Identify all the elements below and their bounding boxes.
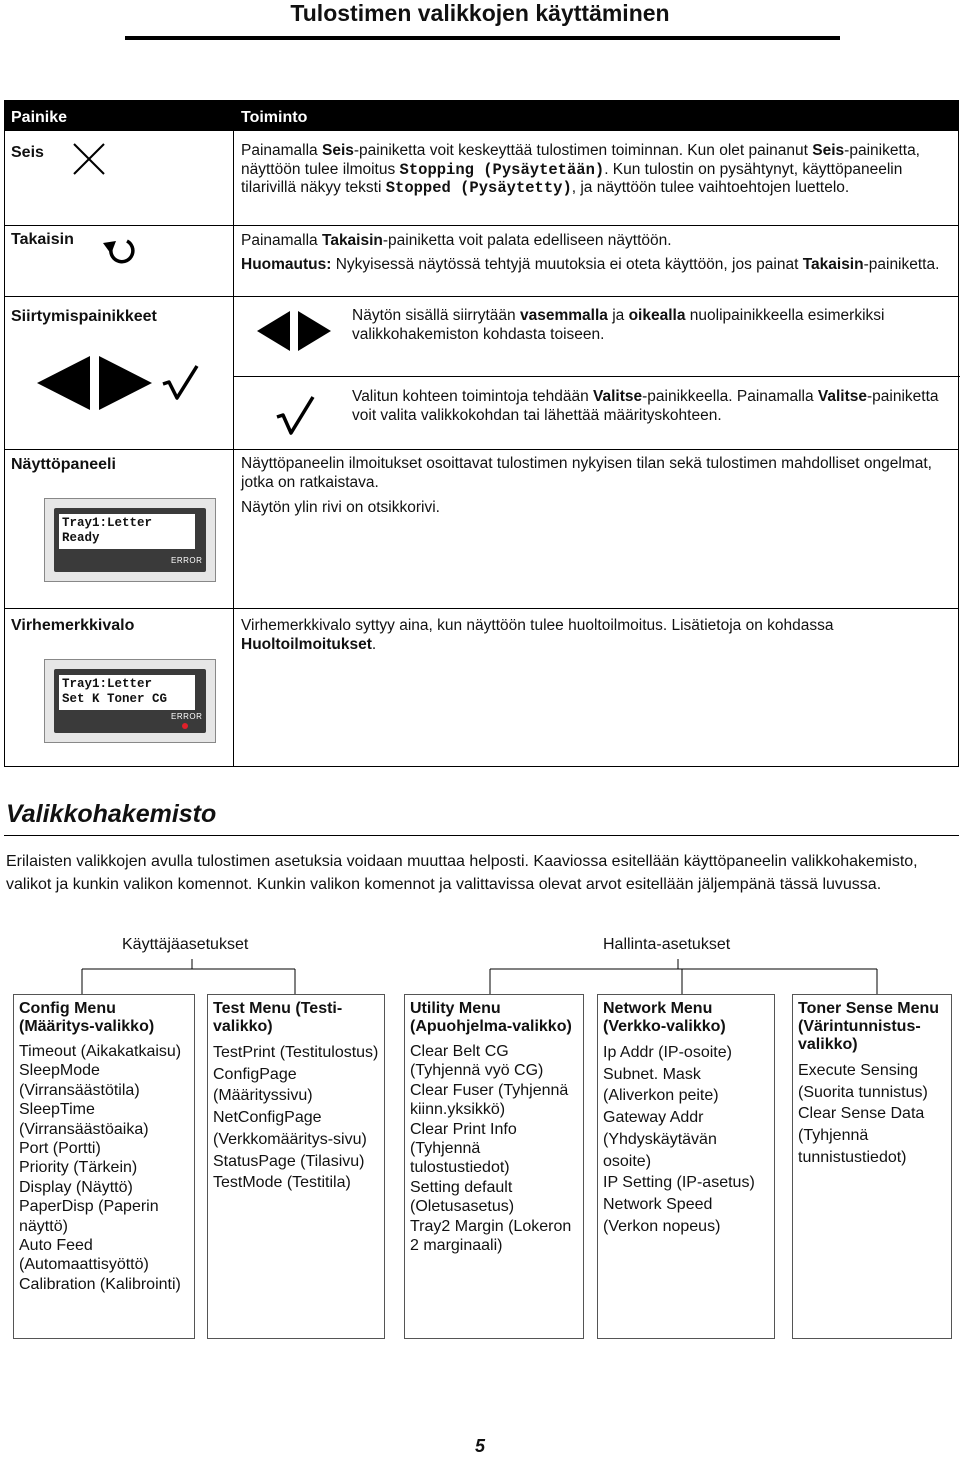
menu-item: StatusPage (Tilasivu): [213, 1152, 365, 1170]
select-check-icon: [163, 366, 197, 398]
menu-item: Priority (Tärkein): [19, 1159, 138, 1177]
label-virhemerkkivalo: Virhemerkkivalo: [11, 617, 135, 634]
label-siirtymispainikkeet: Siirtymispainikkeet: [11, 308, 157, 325]
menu-item: NetConfigPage (Verkkomääritys-sivu): [213, 1109, 367, 1148]
select-description: Valitun kohteen toimintoja tehdään Valitse-painikkeella. Painamalla Valitse-painiketta voit valita valikkokohdan tai lähettää määrityskohteen.: [352, 388, 939, 424]
menu-item: Network Speed (Verkon nopeus): [603, 1195, 721, 1235]
label-takaisin: Takaisin: [11, 231, 74, 248]
menu-item: Setting default (Oletusasetus): [410, 1178, 515, 1216]
stop-icon: [71, 141, 107, 177]
display-note: Näytön ylin rivi on otsikkorivi.: [241, 499, 440, 516]
network-menu-box: [597, 994, 775, 1339]
right-arrow-icon: [99, 356, 152, 410]
navigation-description: Näytön sisällä siirrytään vasemmalla ja oikealla nuolipainikkeella esimerkiksi valikkohakemiston kohdasta toiseen.: [352, 307, 885, 343]
takaisin-description: Painamalla Takaisin-painiketta voit palata edelliseen näyttöön.: [241, 232, 672, 249]
button-table: [4, 100, 959, 767]
error-display-panel: [44, 659, 216, 743]
display-description: Näyttöpaneelin ilmoitukset osoittavat tulostimen nykyisen tilan sekä tulostimen mahdolliset ongelmat, jotka on ratkaistava.: [241, 455, 932, 491]
menu-item: Gateway Addr (Yhdyskäytävän osoite): [603, 1109, 717, 1170]
page-title: Tulostimen valikkojen käyttäminen: [290, 0, 670, 26]
check-icon: [273, 393, 317, 439]
takaisin-note: Huomautus: Nykyisessä näytössä tehtyjä muutoksia ei oteta käyttöön, jos painat Takaisin-painiketta.: [241, 256, 940, 273]
lcd-line-2: Ready: [62, 531, 100, 545]
menu-item: Clear Sense Data (Tyhjennä tunnistustiedot): [798, 1105, 925, 1166]
menu-item: Ip Addr (IP-osoite): [603, 1044, 732, 1061]
lcd-screen: [59, 514, 195, 549]
label-nayttopaneeli: Näyttöpaneeli: [11, 456, 116, 473]
menu-item: SleepTime (Virransäästöaika): [19, 1101, 149, 1138]
group-user-settings: Käyttäjäasetukset: [122, 936, 249, 953]
menu-tree-connectors: [0, 955, 960, 997]
section-rule: [4, 835, 959, 836]
menu-item: Timeout (Aikakatkaisu): [19, 1043, 182, 1060]
error-label: ERROR: [171, 556, 203, 565]
left-arrow-icon: [257, 311, 290, 351]
left-arrow-icon: [37, 356, 90, 410]
lcd-line-1: Tray1:Letter: [62, 516, 153, 530]
menu-item: TestMode (Testitila): [213, 1174, 351, 1192]
error-label: ERROR: [171, 712, 203, 721]
label-seis: Seis: [11, 144, 44, 161]
lcd-line-2: Set K Toner CG: [62, 692, 168, 706]
back-icon: [101, 231, 141, 273]
section-title: Valikkohakemisto: [6, 800, 217, 828]
seis-description: Painamalla Seis-painiketta voit keskeyttää tulostimen toiminnan. Kun olet painanut Seis-painiketta, näyttöön tulee ilmoitus Stopping (Pysäytetään). Kun tulostin on pysähtynyt, käyttöpaneelin tilarivillä näkyy teksti Stopped (Pysäytetty), ja näyttöön tulee vaihtoehtojen luettelo.: [241, 142, 920, 197]
menu-item: SleepMode (Virransäästötila): [19, 1062, 140, 1099]
utility-menu-box: [404, 994, 584, 1339]
menu-item: Tray2 Margin (Lokeron 2 marginaali): [410, 1217, 572, 1255]
menu-item: Port (Portti): [19, 1140, 101, 1158]
menu-item: TestPrint (Testitulostus): [213, 1044, 379, 1061]
header-function: Toiminto: [234, 101, 958, 131]
display-panel: [44, 498, 216, 582]
lcd-screen: [59, 675, 195, 710]
menu-title: Config Menu (Määritys-valikko): [19, 1000, 155, 1035]
section-intro: Erilaisten valikkojen avulla tulostimen asetuksia voidaan muuttaa helposti. Kaaviossa esitellään käyttöpaneelin valikkohakemisto, valikot ja kunkin valikon komennot. Kunkin valikon komennot ja valittavissa olevat arvot esitellään jäljempänä tässä luvussa.: [6, 853, 918, 893]
menu-title: Network Menu (Verkko-valikko): [603, 1000, 726, 1035]
menu-item: Clear Fuser (Tyhjennä kiinn.yksikkö): [410, 1081, 569, 1119]
group-admin-settings: Hallinta-asetukset: [603, 936, 731, 953]
right-arrow-icon: [298, 311, 331, 351]
menu-item: Display (Näyttö): [19, 1178, 133, 1196]
toner-sense-menu-box: [792, 994, 952, 1339]
page-number: 5: [474, 1436, 485, 1456]
test-menu-box: [207, 994, 385, 1339]
menu-item: Calibration (Kalibrointi): [19, 1275, 181, 1293]
header-button: Painike: [5, 101, 233, 131]
menu-item: Execute Sensing (Suorita tunnistus): [798, 1062, 928, 1101]
config-menu-box: [13, 994, 195, 1339]
navigation-icons: [35, 354, 205, 416]
menu-title: Toner Sense Menu (Värintunnistus-valikko): [798, 1000, 940, 1053]
menu-item: IP Setting (IP-asetus): [603, 1174, 755, 1192]
lcd-line-1: Tray1:Letter: [62, 677, 153, 691]
column-divider: [233, 101, 234, 766]
error-light-description: Virhemerkkivalo syttyy aina, kun näyttöön tulee huoltoilmoitus. Lisätietoja on kohdassa Huoltoilmoitukset.: [241, 617, 834, 653]
menu-item: Clear Belt CG (Tyhjennä vyö CG): [410, 1043, 544, 1080]
error-led-icon: [182, 723, 188, 729]
menu-item: Clear Print Info (Tyhjennä tulostustiedot): [410, 1120, 517, 1177]
menu-title: Utility Menu (Apuohjelma-valikko): [410, 1000, 572, 1035]
menu-item: Subnet. Mask (Aliverkon peite): [603, 1065, 719, 1105]
menu-item: Auto Feed (Automaattisyöttö): [19, 1237, 149, 1274]
menu-item: ConfigPage (Määrityssivu): [213, 1065, 313, 1105]
menu-title: Test Menu (Testi-valikko): [213, 1000, 343, 1035]
title-rule: [125, 36, 840, 40]
left-right-icons: [255, 309, 335, 353]
menu-item: PaperDisp (Paperin näyttö): [19, 1198, 159, 1235]
